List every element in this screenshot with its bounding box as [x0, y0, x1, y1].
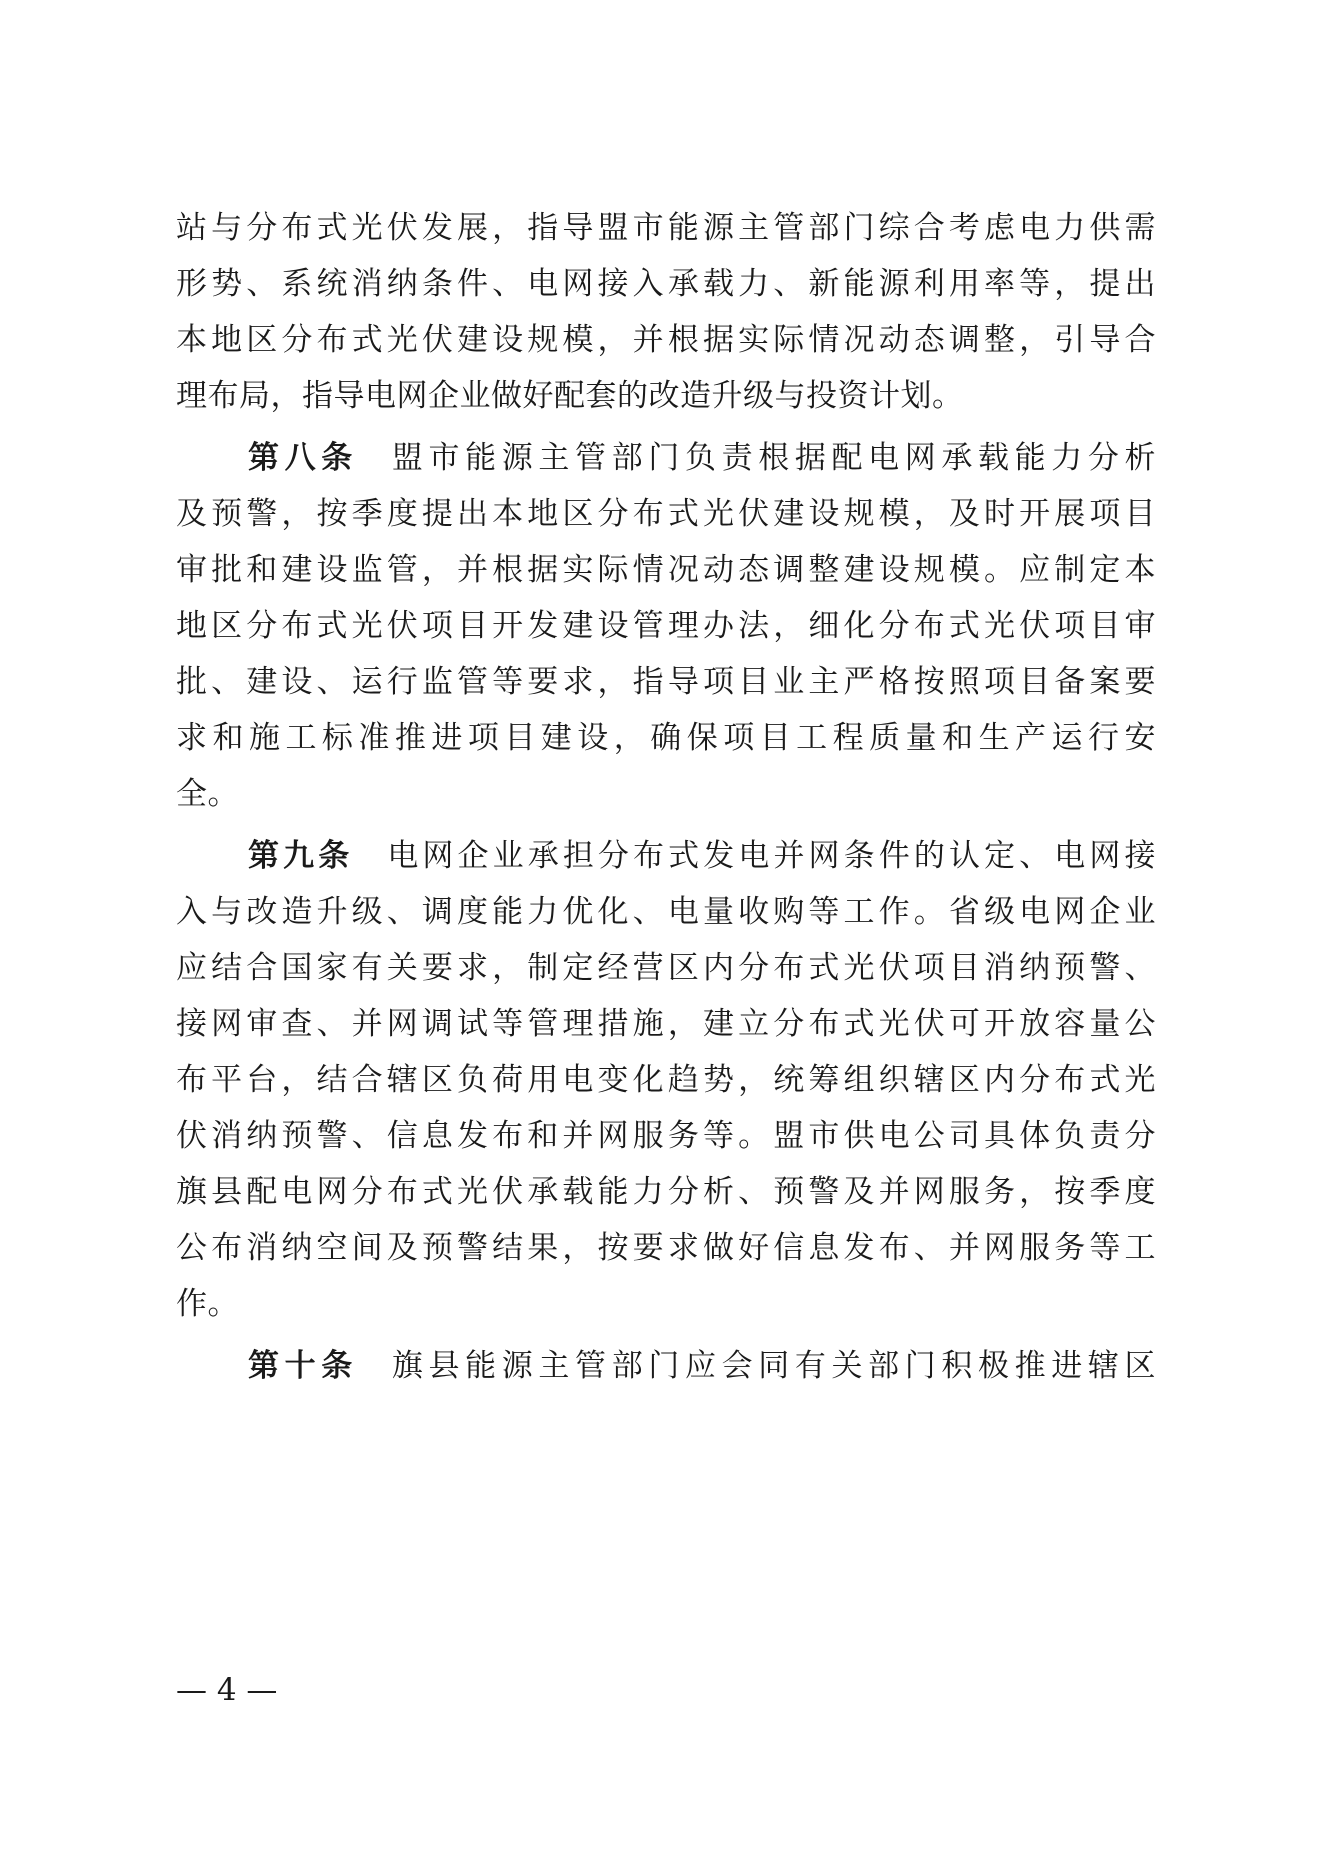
- paragraph-line: 全。: [176, 776, 239, 812]
- article-heading: 第八条: [248, 440, 358, 476]
- article-first-line: [248, 834, 1156, 878]
- paragraph-line: 地区分布式光伏项目开发建设管理办法，细化分布式光伏项目审: [176, 608, 1156, 644]
- article-heading: 第九条: [248, 838, 354, 874]
- article-text: 盟市能源主管部门负责根据配电网承载能力分析: [391, 440, 1157, 476]
- paragraph-line: 公布消纳空间及预警结果，按要求做好信息发布、并网服务等工: [176, 1230, 1156, 1266]
- article-first-line: [248, 436, 1156, 480]
- paragraph-line: 旗县配电网分布式光伏承载能力分析、预警及并网服务，按季度: [176, 1174, 1156, 1210]
- paragraph-line: 形势、系统消纳条件、电网接入承载力、新能源利用率等，提出: [176, 266, 1156, 302]
- article-text: 电网企业承担分布式发电并网条件的认定、电网接: [387, 838, 1156, 874]
- paragraph-line: 布平台，结合辖区负荷用电变化趋势，统筹组织辖区内分布式光: [176, 1062, 1156, 1098]
- article-text: 旗县能源主管部门应会同有关部门积极推进辖区: [391, 1348, 1157, 1384]
- page-number: — 4 —: [176, 1672, 278, 1708]
- paragraph-line: 审批和建设监管，并根据实际情况动态调整建设规模。应制定本: [176, 552, 1156, 588]
- paragraph-line: 批、建设、运行监管等要求，指导项目业主严格按照项目备案要: [176, 664, 1156, 700]
- paragraph-line: 本地区分布式光伏建设规模，并根据实际情况动态调整，引导合: [176, 322, 1156, 358]
- paragraph-line: 接网审查、并网调试等管理措施，建立分布式光伏可开放容量公: [176, 1006, 1156, 1042]
- article-first-line: [248, 1344, 1156, 1388]
- paragraph-line: 入与改造升级、调度能力优化、电量收购等工作。省级电网企业: [176, 894, 1156, 930]
- paragraph-line: 求和施工标准推进项目建设，确保项目工程质量和生产运行安: [176, 720, 1156, 756]
- article-heading: 第十条: [248, 1348, 358, 1384]
- paragraph-line: 理布局，指导电网企业做好配套的改造升级与投资计划。: [176, 378, 964, 414]
- paragraph-line: 应结合国家有关要求，制定经营区内分布式光伏项目消纳预警、: [176, 950, 1156, 986]
- paragraph-line: 伏消纳预警、信息发布和并网服务等。盟市供电公司具体负责分: [176, 1118, 1156, 1154]
- paragraph-line: 作。: [176, 1286, 239, 1322]
- paragraph-line: 站与分布式光伏发展，指导盟市能源主管部门综合考虑电力供需: [176, 210, 1156, 246]
- paragraph-line: 及预警，按季度提出本地区分布式光伏建设规模，及时开展项目: [176, 496, 1156, 532]
